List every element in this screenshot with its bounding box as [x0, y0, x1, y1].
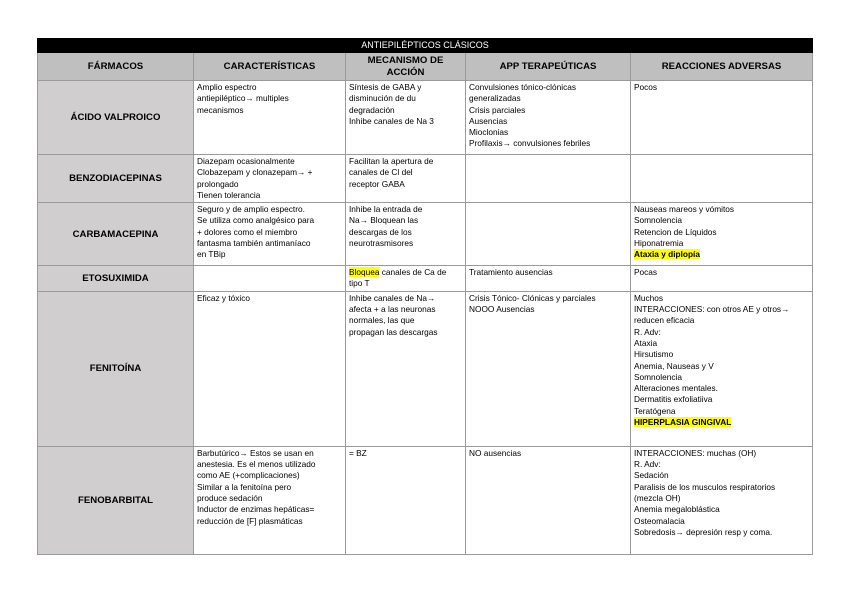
- mecanismo-line: tipo T: [349, 278, 370, 289]
- header-app: APP TERAPEÚTICAS: [466, 53, 631, 81]
- caracteristicas-line: Eficaz y tóxico: [197, 292, 251, 303]
- drug-name-cell: CARBAMACEPINA: [38, 203, 194, 266]
- app-cell: [466, 446, 631, 554]
- mecanismo-cell: [346, 291, 466, 446]
- caracteristicas-line: en TBip: [197, 249, 226, 260]
- reacciones-line: INTERACCIONES: con otros AE y otros→: [634, 304, 790, 315]
- caracteristicas-cell: [194, 266, 346, 292]
- reacciones-cell: [631, 203, 813, 266]
- mecanismo-line: Inhibe canales de Na→: [349, 292, 436, 303]
- table-row: [38, 266, 813, 292]
- app-cell: [466, 291, 631, 446]
- mecanismo-line: descargas de los: [349, 226, 412, 237]
- highlighted-text: Bloquea: [349, 267, 380, 278]
- mecanismo-line: afecta + a las neuronas: [349, 304, 436, 315]
- reacciones-line: Sobredosis→ depresión resp y coma.: [634, 526, 773, 537]
- caracteristicas-line: Barbutúrico→ Estos se usan en: [197, 447, 314, 458]
- reacciones-line: Retencion de Líquidos: [634, 226, 717, 237]
- reacciones-line: INTERACCIONES: muchas (OH): [634, 447, 757, 458]
- header-reacciones: REACCIONES ADVERSAS: [631, 53, 813, 81]
- caracteristicas-line: como AE (+complicaciones): [197, 470, 300, 481]
- caracteristicas-cell: [194, 291, 346, 446]
- mecanismo-line: normales, las que: [349, 315, 415, 326]
- highlighted-text: Ataxia y diplopía: [634, 249, 700, 260]
- table-body: [38, 81, 813, 555]
- mecanismo-line: = BZ: [349, 447, 367, 458]
- app-line: Convulsiones tónico-clónicas: [469, 82, 576, 92]
- reacciones-line: reducen eficacia: [634, 315, 695, 326]
- mecanismo-cell: [346, 81, 466, 155]
- reacciones-line: Sedación: [634, 470, 669, 481]
- caracteristicas-cell: [194, 203, 346, 266]
- caracteristicas-cell: [194, 81, 346, 155]
- caracteristicas-cell: [194, 446, 346, 554]
- header-caracteristicas: CARACTERÍSTICAS: [194, 53, 346, 81]
- reacciones-cell: [631, 291, 813, 446]
- reacciones-line: Anemia, Nauseas y V: [634, 360, 714, 371]
- app-line: NO ausencias: [469, 447, 522, 458]
- caracteristicas-line: mecanismos: [197, 104, 244, 115]
- drug-name-cell: FENITOÍNA: [38, 291, 194, 446]
- reacciones-line: Hirsutismo: [634, 349, 674, 360]
- mecanismo-line: propagan las descargas: [349, 326, 438, 337]
- mecanismo-line: Facilitan la apertura de: [349, 156, 434, 166]
- mecanismo-cell: [346, 266, 466, 292]
- mecanismo-line: neurotrasmisores: [349, 238, 414, 249]
- reacciones-line: Osteomalacia: [634, 515, 685, 526]
- app-cell: [466, 266, 631, 292]
- mecanismo-line: [349, 267, 462, 278]
- reacciones-line: Alteraciones mentales.: [634, 383, 718, 394]
- mecanismo-line: canales de Cl del: [349, 167, 413, 178]
- reacciones-line: (mezcla OH): [634, 492, 681, 503]
- mecanismo-line: disminución de du: [349, 93, 416, 104]
- mecanismo-text: canales de Ca de: [379, 267, 447, 278]
- table-row: [38, 291, 813, 446]
- reacciones-line: Muchos: [634, 292, 664, 303]
- reacciones-line: Paralisis de los musculos respiratorios: [634, 481, 776, 492]
- app-line: Crisis parciales: [469, 104, 526, 115]
- reacciones-line: Teratógena: [634, 405, 676, 416]
- reacciones-line: R. Adv:: [634, 459, 661, 470]
- title-row: [38, 39, 813, 53]
- reacciones-line: Somnolencia: [634, 371, 682, 382]
- mecanismo-cell: [346, 446, 466, 554]
- reacciones-line: Nauseas mareos y vómitos: [634, 204, 735, 215]
- caracteristicas-line: anestesia. Es el menos utilizado: [197, 459, 316, 470]
- reacciones-line: Somnolencia: [634, 215, 682, 226]
- caracteristicas-line: Tienen tolerancia: [197, 189, 261, 200]
- reacciones-line: Pocas: [634, 267, 658, 278]
- mecanismo-cell: [346, 203, 466, 266]
- reacciones-line: R. Adv:: [634, 326, 661, 337]
- header-mecanismo: MECANISMO DE ACCIÓN: [346, 53, 466, 81]
- app-cell: [466, 203, 631, 266]
- caracteristicas-line: reducción de [F] plasmáticas: [197, 515, 303, 526]
- app-cell: [466, 155, 631, 203]
- caracteristicas-line: Diazepam ocasionalmente: [197, 156, 295, 166]
- drug-name-cell: FENOBARBITAL: [38, 446, 194, 554]
- highlighted-text: HIPERPLASIA GINGIVAL: [634, 417, 732, 428]
- mecanismo-line: Inhibe la entrada de: [349, 204, 423, 215]
- reaccion-highlight-line: [634, 417, 809, 428]
- drug-name-cell: ÁCIDO VALPROICO: [38, 81, 194, 155]
- reacciones-cell: [631, 155, 813, 203]
- header-row: [38, 53, 813, 81]
- mecanismo-line: Inhibe canales de Na 3: [349, 115, 434, 126]
- app-line: Profilaxis→ convulsiones febriles: [469, 138, 591, 149]
- reacciones-cell: [631, 446, 813, 554]
- antiepileptic-table: [37, 38, 813, 555]
- table-row: [38, 203, 813, 266]
- mecanismo-line: Síntesis de GABA y: [349, 82, 422, 92]
- drug-name-cell: ETOSUXIMIDA: [38, 266, 194, 292]
- reacciones-line: Hiponatremia: [634, 238, 684, 249]
- reacciones-line: Pocos: [634, 82, 658, 92]
- caracteristicas-line: fantasma también antimaníaco: [197, 238, 311, 249]
- app-cell: [466, 81, 631, 155]
- reacciones-cell: [631, 266, 813, 292]
- reacciones-cell: [631, 81, 813, 155]
- reacciones-line: Ataxia: [634, 337, 658, 348]
- caracteristicas-line: antiepiléptico→ multiples: [197, 93, 289, 104]
- reacciones-line: Anemia megaloblástica: [634, 504, 720, 515]
- mecanismo-cell: [346, 155, 466, 203]
- caracteristicas-line: prolongado: [197, 178, 239, 189]
- drug-table-sheet: [37, 38, 812, 555]
- table-row: [38, 81, 813, 155]
- app-line: Tratamiento ausencias: [469, 267, 553, 278]
- caracteristicas-line: Amplio espectro: [197, 82, 257, 92]
- table-row: [38, 155, 813, 203]
- reaccion-highlight-line: [634, 249, 809, 260]
- caracteristicas-line: Inductor de enzimas hepáticas=: [197, 504, 315, 515]
- mecanismo-line: Na→ Bloquean las: [349, 215, 419, 226]
- caracteristicas-line: produce sedación: [197, 492, 263, 503]
- reacciones-line: Dermatitis exfoliatiiva: [634, 394, 713, 405]
- app-line: Ausencias: [469, 115, 508, 126]
- caracteristicas-cell: [194, 155, 346, 203]
- caracteristicas-line: Seguro y de amplio espectro.: [197, 204, 305, 215]
- caracteristicas-line: + dolores como el miembro: [197, 226, 298, 237]
- drug-name-cell: BENZODIACEPINAS: [38, 155, 194, 203]
- caracteristicas-line: Similar a la fenitoína pero: [197, 481, 292, 492]
- app-line: generalizadas: [469, 93, 521, 104]
- header-farmacos: FÁRMACOS: [38, 53, 194, 81]
- table-title: ANTIEPILÉPTICOS CLÁSICOS: [38, 39, 813, 53]
- app-line: Crisis Tónico- Clónicas y parciales: [469, 292, 596, 303]
- caracteristicas-line: Se utiliza como analgésico para: [197, 215, 315, 226]
- caracteristicas-line: Clobazepam y clonazepam→ +: [197, 167, 313, 178]
- table-row: [38, 446, 813, 554]
- mecanismo-line: degradación: [349, 104, 395, 115]
- app-line: Mioclonias: [469, 127, 509, 138]
- app-line: NOOO Ausencias: [469, 304, 535, 315]
- mecanismo-line: receptor GABA: [349, 178, 405, 189]
